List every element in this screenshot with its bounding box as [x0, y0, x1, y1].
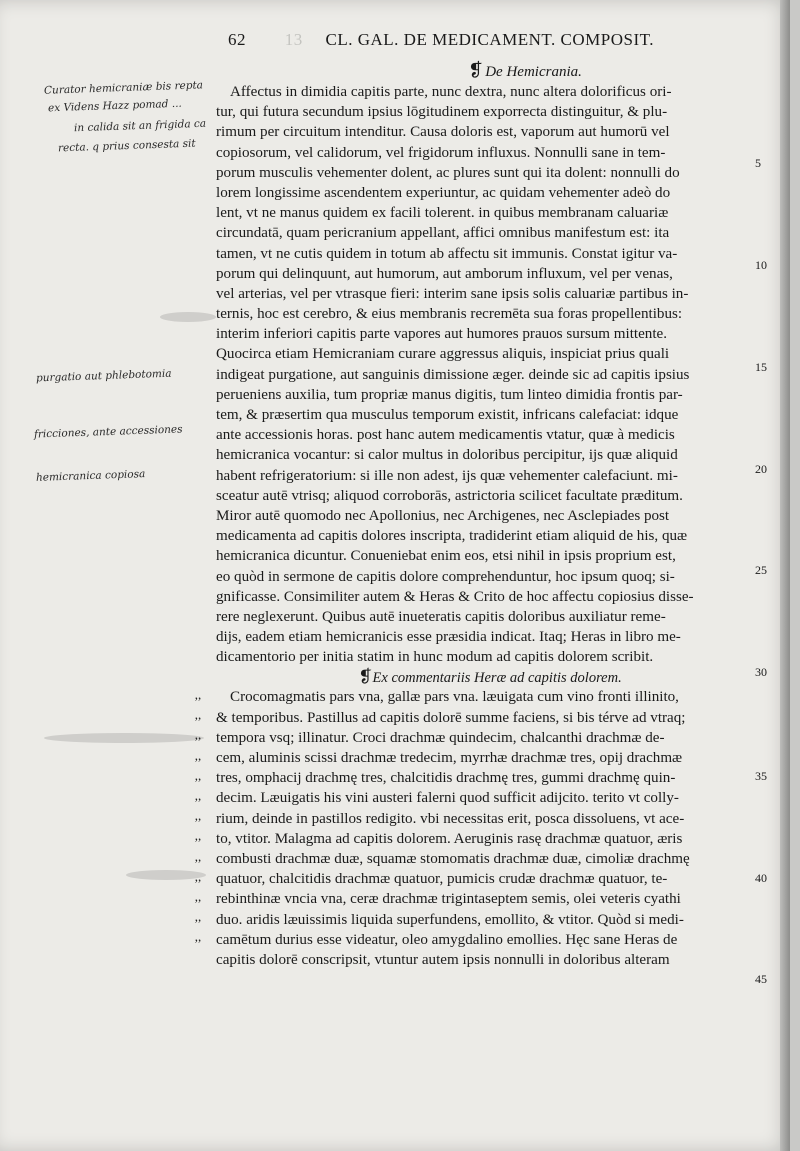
line-number: 45 [755, 972, 767, 986]
text-line: hemicranica dicuntur. Conueniebat enim eos, etsi nihil in ipsis proprium est, [216, 548, 676, 565]
quote-mark: ,, [194, 849, 202, 865]
subsection-heading [216, 667, 764, 687]
line-number: 25 [755, 563, 767, 577]
text-line: perueniens auxilia, tum propriæ manus digitis, tum linteo dimidia frontis par- [216, 386, 683, 403]
text-line: porum qui delinquunt, aut humorum, aut amborum influxum, vel per venas, [216, 265, 673, 282]
text-line: Miror autē quomodo nec Apollonius, nec Archigenes, nec Asclepiades post [216, 507, 670, 524]
text-line: dicamentorio per initia statim in hunc modum ad capitis dolorem scribit. [216, 649, 654, 666]
text-line: copiosorum, vel calidorum, vel frigidorum influxus. Nonnulli sane in tem- [216, 144, 666, 161]
text-line: dijs, eadem etiam hemicranicis esse præsidia indicat. Itaq; Heras in libro me- [216, 629, 681, 646]
quote-mark: ,, [194, 909, 202, 925]
text-line: rimum per circuitum intenditur. Causa doloris est, vaporum aut humorū vel [216, 124, 670, 141]
text-line: circundatā, quam pericranium appellant, affici omnibus manifestum est: ita [216, 225, 670, 242]
line-number: 10 [755, 258, 767, 272]
text-line: tur, qui futura secundum ipsius lōgitudinem exporrecta distinguitur, & plu- [216, 104, 668, 121]
text-line: vel arterias, vel per vtrasque fieri: interim sane ipsis solis caluariæ partibus in- [216, 285, 689, 302]
text-block [194, 60, 764, 970]
text-line: tres, omphacij drachmę tres, chalcitidis drachmę tres, gummi drachmę quin- [216, 770, 676, 787]
text-line: to, vtitor. Malagma ad capitis dolorem. Aeruginis rasę drachmæ quatuor, æris [216, 830, 683, 847]
text-line: duo. aridis læuissimis liquida superfundens, emollito, & vtitor. Quòd si medi- [216, 911, 684, 928]
text-line: Affectus in dimidia capitis parte, nunc dextra, nunc altera dolorificus ori- [230, 84, 672, 100]
quote-mark: ,, [194, 748, 202, 764]
line-number: 40 [755, 871, 767, 885]
quote-mark: ,, [194, 687, 202, 703]
quote-mark: ,, [194, 929, 202, 945]
pilcrow-icon: ❡ [468, 60, 484, 80]
text-line: indigeat purgatione, aut sanguinis dimissione æger. deinde sic ad capitis ipsius [216, 366, 690, 383]
quote-mark: ,, [194, 869, 202, 885]
line-number: 20 [755, 462, 767, 476]
text-line: medicamenta ad capitis dolores inscripta, tradiderint etiam aliquid de his, quæ [216, 528, 688, 545]
ink-smudge [160, 312, 216, 322]
text-line: Quocirca etiam Hemicraniam curare aggressus aliquis, inspiciat prius quali [216, 346, 670, 363]
text-line: habent refrigeratorium: si ille non adest, ijs quæ vehementer calefaciunt. mi- [216, 467, 678, 484]
text-line: sceatur autē vtrisq; aliquod corroborās, astrictoria scilicet facultate præditum. [216, 487, 683, 504]
text-line: tem, & præsertim qua musculus temporum existit, infricans calefaciat: idque [216, 407, 679, 423]
margin-note: purgatio aut phlebotomia [35, 367, 172, 385]
margin-note: Curator hemicraniæ bis repta [43, 79, 204, 97]
text-line: lorem longissime ascendentem experiuntur, ac quidam vehementer adeò do [216, 184, 671, 201]
text-line: ternis, hoc est cerebro, & eius membranis recremēta sua foras propellentibus: [216, 306, 683, 323]
text-line: Crocomagmatis pars vna, gallæ pars vna. læuigata cum vino fronti illinito, [230, 689, 679, 706]
page-edge-shadow [780, 0, 790, 1151]
text-line: interim inferiori capitis parte vapores aut humores prauos sursum mittente. [216, 326, 668, 343]
quote-mark: ,, [194, 768, 202, 784]
running-title: CL. GAL. DE MEDICAMENT. COMPOSIT. [325, 30, 654, 49]
quote-mark: ,, [194, 808, 202, 824]
section-heading-text: De Hemicrania. [485, 64, 582, 80]
text-line: rebinthinæ vncia vna, ceræ drachmæ trigintaseptem semis, olei veteris cyathi [216, 891, 681, 908]
text-line: cem, aluminis scissi drachmæ tredecim, myrrhæ drachmæ tres, opij drachmæ [216, 750, 683, 766]
text-line: decim. Læuigatis his vini austeri falerni quod sufficit adijcito. terito vt colly- [216, 790, 679, 807]
margin-note: hemicranica copiosa [35, 468, 146, 484]
text-line: ante accessionis horas. post hanc autem medicamentis vtatur, quæ à medicis [216, 427, 675, 444]
text-line: rium, deinde in pastillos redigito. vbi necessitas erit, posca dissoluens, vt ace- [216, 810, 685, 827]
page-number: 62 [228, 30, 246, 49]
line-number: 30 [755, 665, 767, 679]
ink-smudge [44, 733, 204, 743]
text-line: tempora vsq; illinatur. Croci drachmæ quindecim, chalcanthi drachmæ de- [216, 729, 665, 746]
quote-mark: ,, [194, 788, 202, 804]
text-line: hemicranica vocantur: si calor multus in doloribus percipitur, ijs quæ aliquid [216, 447, 678, 464]
text-line: capitis dolorē conscripsit, vtuntur autem ipsis nonnulli in doloribus alteram [216, 951, 670, 968]
text-line: quatuor, chalcitidis drachmæ quatuor, pumicis crudæ drachmæ quatuor, te- [216, 871, 668, 888]
quote-mark: ,, [194, 707, 202, 723]
text-line: eo quòd in sermone de capitis dolore comprehenduntur, hoc ipsum quoq; si- [216, 568, 675, 585]
section-2-paragraph [194, 687, 764, 970]
quote-mark: ,, [194, 889, 202, 905]
section-heading [286, 60, 764, 80]
ghost-number: 13 [284, 30, 303, 49]
text-line: lent, vt ne manus quidem ex facili tolerent. in quibus membranam caluariæ [216, 205, 669, 222]
text-line: combusti drachmæ duæ, squamæ stomomatis drachmæ duæ, cimoliæ drachmę [216, 850, 690, 867]
margin-note: in calida sit an frigida ca [73, 117, 207, 135]
quote-mark: ,, [194, 727, 202, 743]
margin-note: recta. q prius consesta sit [57, 137, 196, 155]
quote-mark: ,, [194, 828, 202, 844]
text-line: porum musculis vehementer dolent, ac plures sunt qui ita dolent: nonnulli do [216, 164, 680, 181]
subsection-heading-text: Ex commentariis Heræ ad capitis dolorem. [372, 670, 622, 687]
text-line: & temporibus. Pastillus ad capitis dolorē summe faciens, si bis térve ad vtraq; [216, 709, 686, 726]
text-line: rere neglexerunt. Quibus autē inueteratis capitis doloribus auxiliatur reme- [216, 608, 666, 625]
line-number: 35 [755, 769, 767, 783]
section-1-paragraph [216, 82, 764, 667]
line-number: 15 [755, 360, 767, 374]
text-line: camētum durius esse videatur, oleo amygdalino emollies. Hęc sane Heras de [216, 931, 678, 948]
running-header [228, 30, 728, 50]
text-line: gnificasse. Consimiliter autem & Heras & Crito de hoc affectu copiosius disse- [216, 588, 694, 605]
margin-note: fricciones, ante accessiones [33, 423, 183, 441]
margin-note: ex Videns Hazz pomad ... [47, 97, 182, 115]
pilcrow-icon: ❡ [358, 667, 373, 687]
line-number: 5 [755, 156, 761, 170]
text-line: tamen, vt ne cutis quidem in totum ab affectu sit immunis. Constat igitur va- [216, 245, 678, 262]
